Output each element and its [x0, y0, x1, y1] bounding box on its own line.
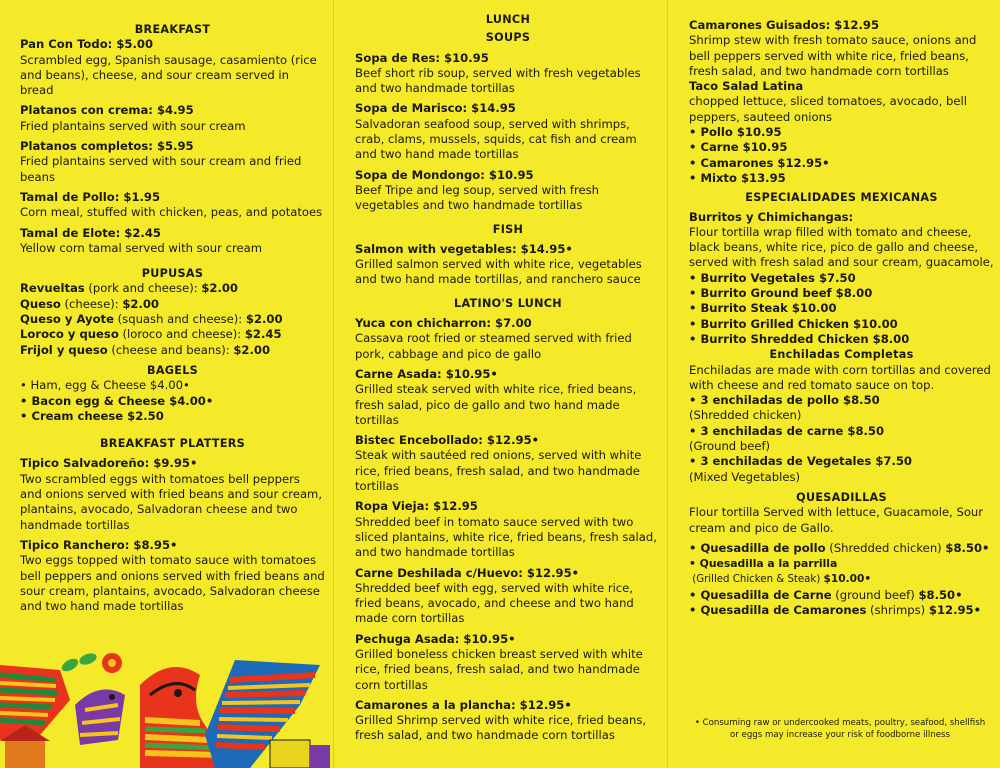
- enchiladas-description: Enchiladas are made with corn tortillas and covered with cheese and red tomato sauce on top.: [689, 362, 991, 392]
- item-name: Queso: [20, 296, 61, 311]
- item-description: Scrambled egg, Spanish sausage, casamiento (rice and beans), cheese, and sour cream served in bread: [20, 52, 317, 98]
- quesadilla-option: [689, 541, 994, 556]
- menu-item: [20, 37, 325, 98]
- pupusa-item: [20, 297, 325, 312]
- item-price: $10.00•: [823, 573, 872, 586]
- enchilada-option-detail: (Mixed Vegetables): [689, 469, 801, 484]
- item-description: Fried plantains served with sour cream: [20, 118, 246, 133]
- section-title-fish: FISH: [492, 222, 524, 236]
- bagel-item: • Bacon egg & Cheese $4.00•: [20, 393, 214, 408]
- item-name: Sopa de Res: $10.95: [355, 50, 489, 65]
- section-title-mexican-specialties: ESPECIALIDADES MEXICANAS: [745, 191, 938, 205]
- platters-list: [20, 456, 325, 619]
- item-description: Flour tortilla wrap filled with tomato and cheese, black beans, white rice, pico de gallo and cheese, served with fresh salad and sour cream, guacamole,: [689, 224, 994, 270]
- item-description: Grilled Shrimp served with white rice, fried beans, fresh salad, and two handmade corn tortillas: [355, 713, 647, 743]
- item-name: Tamal de Elote: $2.45: [20, 225, 161, 240]
- item-description: chopped lettuce, sliced tomatoes, avocado, bell peppers, sauteed onions: [689, 94, 967, 124]
- item-name: Platanos con crema: $4.95: [20, 103, 194, 118]
- leaf-icon: [60, 656, 81, 674]
- enchilada-option: • 3 enchiladas de pollo $8.50: [689, 393, 880, 408]
- item-description: Shredded beef with egg, served with white rice, fried beans, avocado, and cheese and two hand made corn tortillas: [355, 580, 634, 626]
- menu-item: [355, 242, 661, 288]
- item-description: Grilled boneless chicken breast served with white rice, fried beans, fresh salad, and two handmade corn tortillas: [355, 646, 643, 692]
- bagel-item: • Cream cheese $2.50: [20, 408, 164, 423]
- menu-item: [355, 566, 661, 627]
- item-name: Ropa Vieja: $12.95: [355, 499, 478, 514]
- item-name: Camarones a la plancha: $12.95•: [355, 697, 572, 712]
- taco-option: • Camarones $12.95•: [689, 155, 830, 170]
- menu-item: [355, 433, 661, 494]
- section-title-quesadillas: QUESADILLAS: [796, 490, 887, 504]
- burrito-option: • Burrito Shredded Chicken $8.00: [689, 331, 910, 346]
- quesadillas-description: Flour tortilla Served with lettuce, Guacamole, Sour cream and pico de Gallo.: [689, 505, 984, 535]
- house-icon: [270, 740, 310, 768]
- item-price: $8.50•: [918, 587, 963, 602]
- item-name: Bistec Encebollado: $12.95•: [355, 433, 540, 448]
- folk-art-illustration: [0, 645, 333, 768]
- quesadilla-options-list: [689, 541, 994, 618]
- item-name: Carne Asada: $10.95•: [355, 366, 498, 381]
- burrito-option: • Burrito Grilled Chicken $10.00: [689, 316, 898, 331]
- burrito-option: • Burrito Steak $10.00: [689, 301, 837, 316]
- menu-item: [355, 101, 661, 162]
- item-name: Sopa de Marisco: $14.95: [355, 101, 516, 116]
- item-name: Loroco y queso: [20, 327, 119, 342]
- item-description: Beef Tripe and leg soup, served with fresh vegetables and two handmade tortillas: [355, 182, 600, 213]
- burrito-options-list: [689, 271, 994, 347]
- item-price: $12.95•: [928, 602, 982, 617]
- menu-column-lunch: [333, 0, 667, 768]
- item-price: $2.00: [201, 281, 239, 296]
- enchilada-option: • 3 enchiladas de carne $8.50: [689, 423, 885, 438]
- flower-center-icon: [108, 659, 116, 667]
- item-name: Tamal de Pollo: $1.95: [20, 189, 161, 204]
- pupusa-item: [20, 343, 325, 358]
- item-price: $2.00: [122, 296, 160, 311]
- rooster-eye-icon: [174, 689, 182, 697]
- pupusa-item: [20, 327, 325, 342]
- menu-item: [355, 632, 661, 693]
- item-detail: (cheese):: [60, 296, 123, 311]
- section-title-breakfast-platters: BREAKFAST PLATTERS: [99, 437, 246, 451]
- item-description: Shredded beef in tomato sauce served with two sliced plantains, white rice, fried beans, fresh salad, and two handmade tortillas: [355, 514, 657, 560]
- menu-item: [355, 367, 661, 428]
- section-title-bagels: BAGELS: [147, 363, 198, 377]
- item-price: $2.00: [245, 312, 283, 327]
- item-description: Steak with sautéed red onions, served with white rice, fried beans, fresh salad, and two handmade tortillas: [355, 448, 642, 494]
- enchilada-option-detail: (Ground beef): [689, 439, 771, 454]
- item-name: Salmon with vegetables: $14.95•: [355, 241, 573, 256]
- menu-item: [355, 316, 661, 362]
- item-name: Tipico Salvadoreño: $9.95•: [20, 456, 198, 471]
- item-name: Taco Salad Latina: [689, 79, 804, 94]
- item-price: $2.45: [244, 327, 282, 342]
- item-description: Cassava root fried or steamed served with fried pork, cabbage and pico de gallo: [355, 331, 632, 361]
- breakfast-list: [20, 37, 325, 261]
- menu-column-specialties: [667, 0, 1000, 768]
- item-name: Camarones Guisados: $12.95: [689, 18, 880, 32]
- item-name: Tipico Ranchero: $8.95•: [20, 537, 178, 552]
- item-name: • Quesadilla de pollo: [689, 540, 826, 555]
- taco-options-list: [689, 125, 994, 186]
- item-detail: (cheese and beans):: [107, 342, 234, 357]
- item-description: Yellow corn tamal served with sour cream: [20, 240, 263, 255]
- item-description: Salvadoran seafood soup, served with shrimps, crab, clams, mussels, squids, cat fish and cream and two hand made tortillas: [355, 116, 637, 162]
- item-detail: (Shredded chicken): [825, 540, 946, 555]
- enchilada-option: • 3 enchiladas de Vegetales $7.50: [689, 454, 912, 469]
- item-detail: (Grilled Chicken & Steak): [689, 574, 824, 586]
- item-description: Beef short rib soup, served with fresh vegetables and two handmade tortillas: [355, 65, 641, 96]
- item-name: Pan Con Todo: $5.00: [20, 37, 154, 52]
- pupusa-item: [20, 312, 325, 327]
- item-description: Two scrambled eggs with tomatoes bell peppers and onions served with fried beans and sour cream, plantains, avocado, Salvadoran cheese and two handmade tortillas: [20, 471, 323, 532]
- section-title-latino-lunch: LATINO'S LUNCH: [454, 296, 562, 310]
- house-icon: [5, 740, 45, 768]
- house-icon: [310, 745, 330, 768]
- item-detail: (loroco and cheese):: [118, 327, 245, 342]
- item-name: Yuca con chicharron: $7.00: [355, 316, 532, 331]
- menu-item: [20, 456, 325, 532]
- quesadilla-option: [689, 603, 994, 618]
- section-title-lunch: LUNCH: [485, 13, 531, 26]
- item-name: Queso y Ayote: [20, 312, 114, 327]
- enchilada-option-detail: (Shredded chicken): [689, 408, 802, 423]
- item-detail: (pork and cheese):: [84, 281, 202, 296]
- item-name: • Quesadilla a la parrilla: [689, 557, 838, 571]
- item-description: Fried plantains served with sour cream and fried beans: [20, 154, 302, 184]
- bird-eye-icon: [109, 694, 115, 700]
- item-name: Burritos y Chimichangas:: [689, 209, 854, 224]
- item-description: Grilled steak served with white rice, fried beans, fresh salad, pico de gallo and two hand made tortillas: [355, 382, 637, 427]
- item-description: Two eggs topped with tomato sauce with tomatoes bell peppers and onions served with fried beans and sour cream, plantains, avocado, Salvadoran cheese and two hand made tortillas: [20, 553, 325, 614]
- fish-list: [355, 242, 661, 293]
- item-name: Revueltas: [20, 281, 85, 296]
- item-price: $8.50•: [945, 540, 990, 555]
- item-name: Frijol y queso: [20, 342, 108, 357]
- item-name: • Quesadilla de Camarones: [689, 602, 867, 617]
- taco-option: • Mixto $13.95: [689, 170, 786, 185]
- section-title-breakfast: BREAKFAST: [134, 23, 211, 36]
- menu-item: [20, 226, 325, 257]
- item-detail: (squash and cheese):: [113, 312, 246, 327]
- quesadilla-option: [689, 588, 994, 603]
- foodborne-illness-disclaimer: • Consuming raw or undercooked meats, poultry, seafood, shellfish or eggs may increase your risk of foodborne illness: [694, 718, 986, 740]
- item-price: $2.00: [233, 342, 271, 357]
- menu-item: [355, 168, 661, 214]
- menu-item: [689, 18, 994, 79]
- item-description: Shrimp stew with fresh tomato sauce, onions and bell peppers served with white rice, fried beans, fresh salad, and two handmade corn tortillas: [689, 33, 977, 78]
- item-description: Grilled salmon served with white rice, vegetables and two hand made tortillas, and ranchero sauce: [355, 257, 642, 287]
- menu-item: [355, 51, 661, 97]
- menu-item: [689, 210, 994, 271]
- item-name: Sopa de Mondongo: $10.95: [355, 167, 534, 182]
- section-title-pupusas: PUPUSAS: [141, 267, 204, 281]
- pupusa-item: [20, 281, 325, 296]
- item-detail: (ground beef): [831, 587, 919, 602]
- item-name: Pechuga Asada: $10.95•: [355, 631, 516, 646]
- menu-item: [355, 698, 661, 744]
- burrito-option: • Burrito Vegetales $7.50: [689, 270, 856, 285]
- taco-option: • Carne $10.95: [689, 140, 788, 155]
- menu-item: [20, 103, 325, 134]
- item-detail: (shrimps): [866, 602, 929, 617]
- item-description: Corn meal, stuffed with chicken, peas, and potatoes: [20, 205, 323, 220]
- leaf-icon: [78, 651, 98, 667]
- bagel-item: • Ham, egg & Cheese $4.00•: [20, 378, 190, 393]
- pupusas-list: [20, 281, 325, 357]
- section-title-soups: SOUPS: [485, 31, 531, 45]
- item-name: • Quesadilla de Carne: [689, 587, 832, 602]
- item-name: Carne Deshilada c/Huevo: $12.95•: [355, 565, 580, 580]
- menu-item: [355, 499, 661, 560]
- bagels-list: [20, 378, 325, 424]
- taco-option: • Pollo $10.95: [689, 125, 782, 140]
- soups-list: [355, 51, 661, 219]
- burrito-option: • Burrito Ground beef $8.00: [689, 286, 873, 301]
- menu-item: [689, 79, 994, 125]
- latino-list: [355, 316, 661, 749]
- section-title-enchiladas: Enchiladas Completas: [769, 348, 914, 362]
- menu-item: [20, 538, 325, 614]
- menu-item: [20, 190, 325, 221]
- enchilada-options-list: [689, 393, 994, 485]
- item-name: Platanos completos: $5.95: [20, 139, 194, 154]
- menu-item: [20, 139, 325, 185]
- quesadilla-option: [689, 556, 994, 588]
